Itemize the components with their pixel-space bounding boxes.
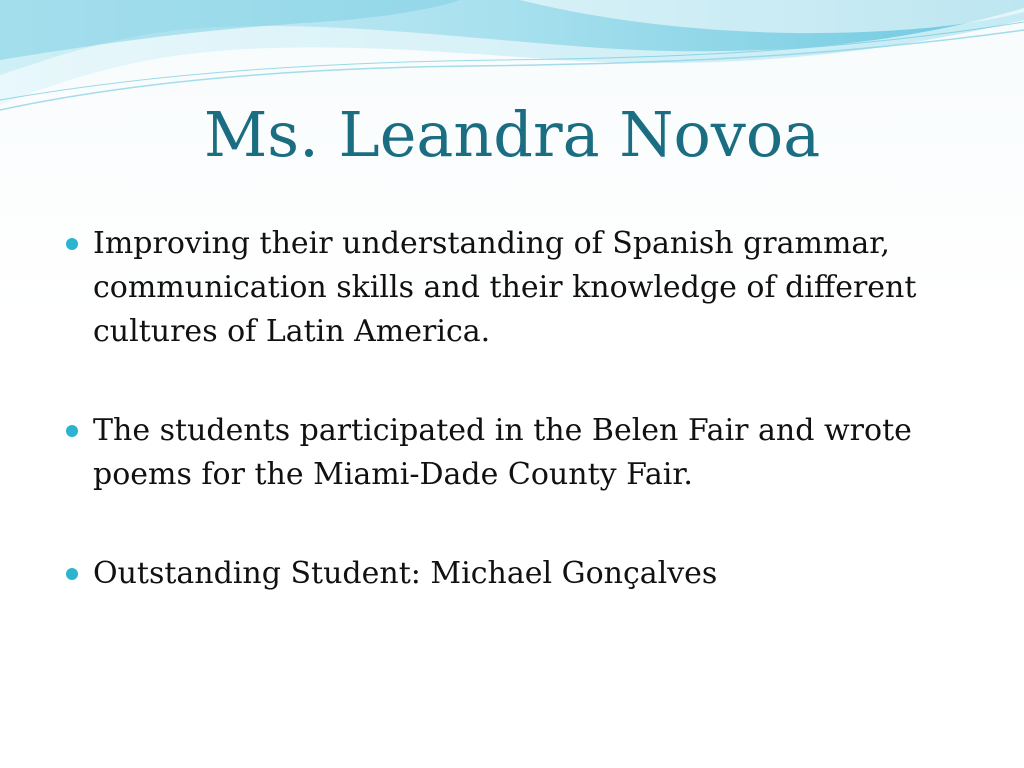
bullet-text: The students participated in the Belen Fair and wrote poems for the Miami-Dade County Fair. xyxy=(93,413,912,492)
bullet-text: Improving their understanding of Spanish grammar, communication skills and their knowledge of different cultures of Latin America. xyxy=(93,226,917,349)
bullet-item xyxy=(62,222,982,354)
bullet-dot-icon xyxy=(66,425,78,437)
bullet-dot-icon xyxy=(66,238,78,250)
bullet-item xyxy=(62,552,982,596)
bullet-text: Outstanding Student: Michael Gonçalves xyxy=(93,556,718,591)
bullet-list xyxy=(62,222,982,596)
slide-title: Ms. Leandra Novoa xyxy=(203,98,821,171)
bullet-dot-icon xyxy=(66,568,78,580)
bullet-item xyxy=(62,409,982,497)
